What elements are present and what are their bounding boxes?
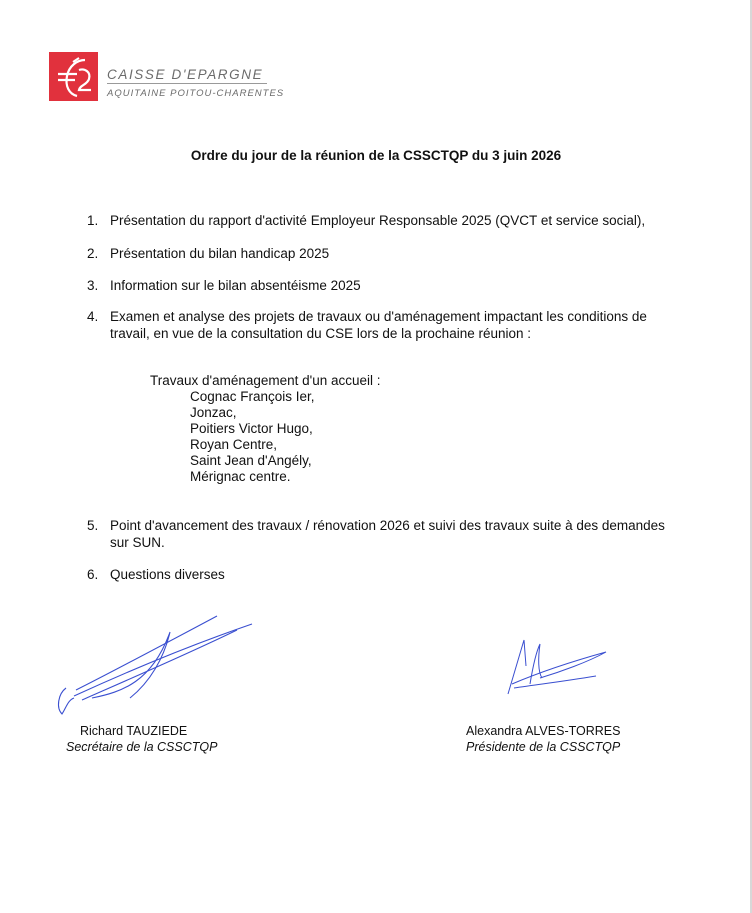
item-number: 4. xyxy=(87,309,99,324)
works-site: Jonzac, xyxy=(190,405,237,420)
signer-name: Richard TAUZIEDE xyxy=(80,724,188,738)
works-site: Saint Jean d'Angély, xyxy=(190,453,312,468)
item-text: Examen et analyse des projets de travaux ou d'aménagement impactant les conditions de travail, en vue de la consultation du CSE lors de la prochaine réunion : xyxy=(110,309,647,341)
works-site: Cognac François Ier, xyxy=(190,389,315,404)
document-title: Ordre du jour de la réunion de la CSSCTQP du 3 juin 2026 xyxy=(190,148,562,163)
works-sites-list xyxy=(190,389,315,485)
squirrel-logo-icon xyxy=(49,52,98,101)
item-number: 6. xyxy=(87,567,99,582)
works-site: Royan Centre, xyxy=(190,437,278,452)
brand-name: CAISSE D'EPARGNE xyxy=(107,67,264,82)
right-signer xyxy=(466,724,620,755)
item-text: Information sur le bilan absentéisme 2025 xyxy=(110,278,361,293)
item-number: 1. xyxy=(87,213,99,228)
signer-role: Présidente de la CSSCTQP xyxy=(466,739,621,754)
works-site: Poitiers Victor Hugo, xyxy=(190,421,313,436)
item-number: 2. xyxy=(87,246,99,261)
right-signature xyxy=(500,632,610,698)
signer-role: Secrétaire de la CSSCTQP xyxy=(66,739,218,754)
item-number: 5. xyxy=(87,518,99,533)
brand-region: AQUITAINE POITOU-CHARENTES xyxy=(107,88,285,99)
left-signature xyxy=(52,608,257,720)
item-text: Présentation du bilan handicap 2025 xyxy=(110,246,330,261)
item-text: Présentation du rapport d'activité Employeur Responsable 2025 (QVCT et service social), xyxy=(110,213,646,228)
item-text: Questions diverses xyxy=(110,567,225,582)
signer-name: Alexandra ALVES-TORRES xyxy=(466,724,621,738)
works-heading: Travaux d'aménagement d'un accueil : xyxy=(150,373,381,388)
brand-underline xyxy=(107,83,267,84)
item-text: Point d'avancement des travaux / rénovation 2026 et suivi des travaux suite à des demandes sur SUN. xyxy=(110,518,665,550)
left-signer xyxy=(66,724,217,755)
item-number: 3. xyxy=(87,278,99,293)
works-site: Mérignac centre. xyxy=(190,469,291,484)
